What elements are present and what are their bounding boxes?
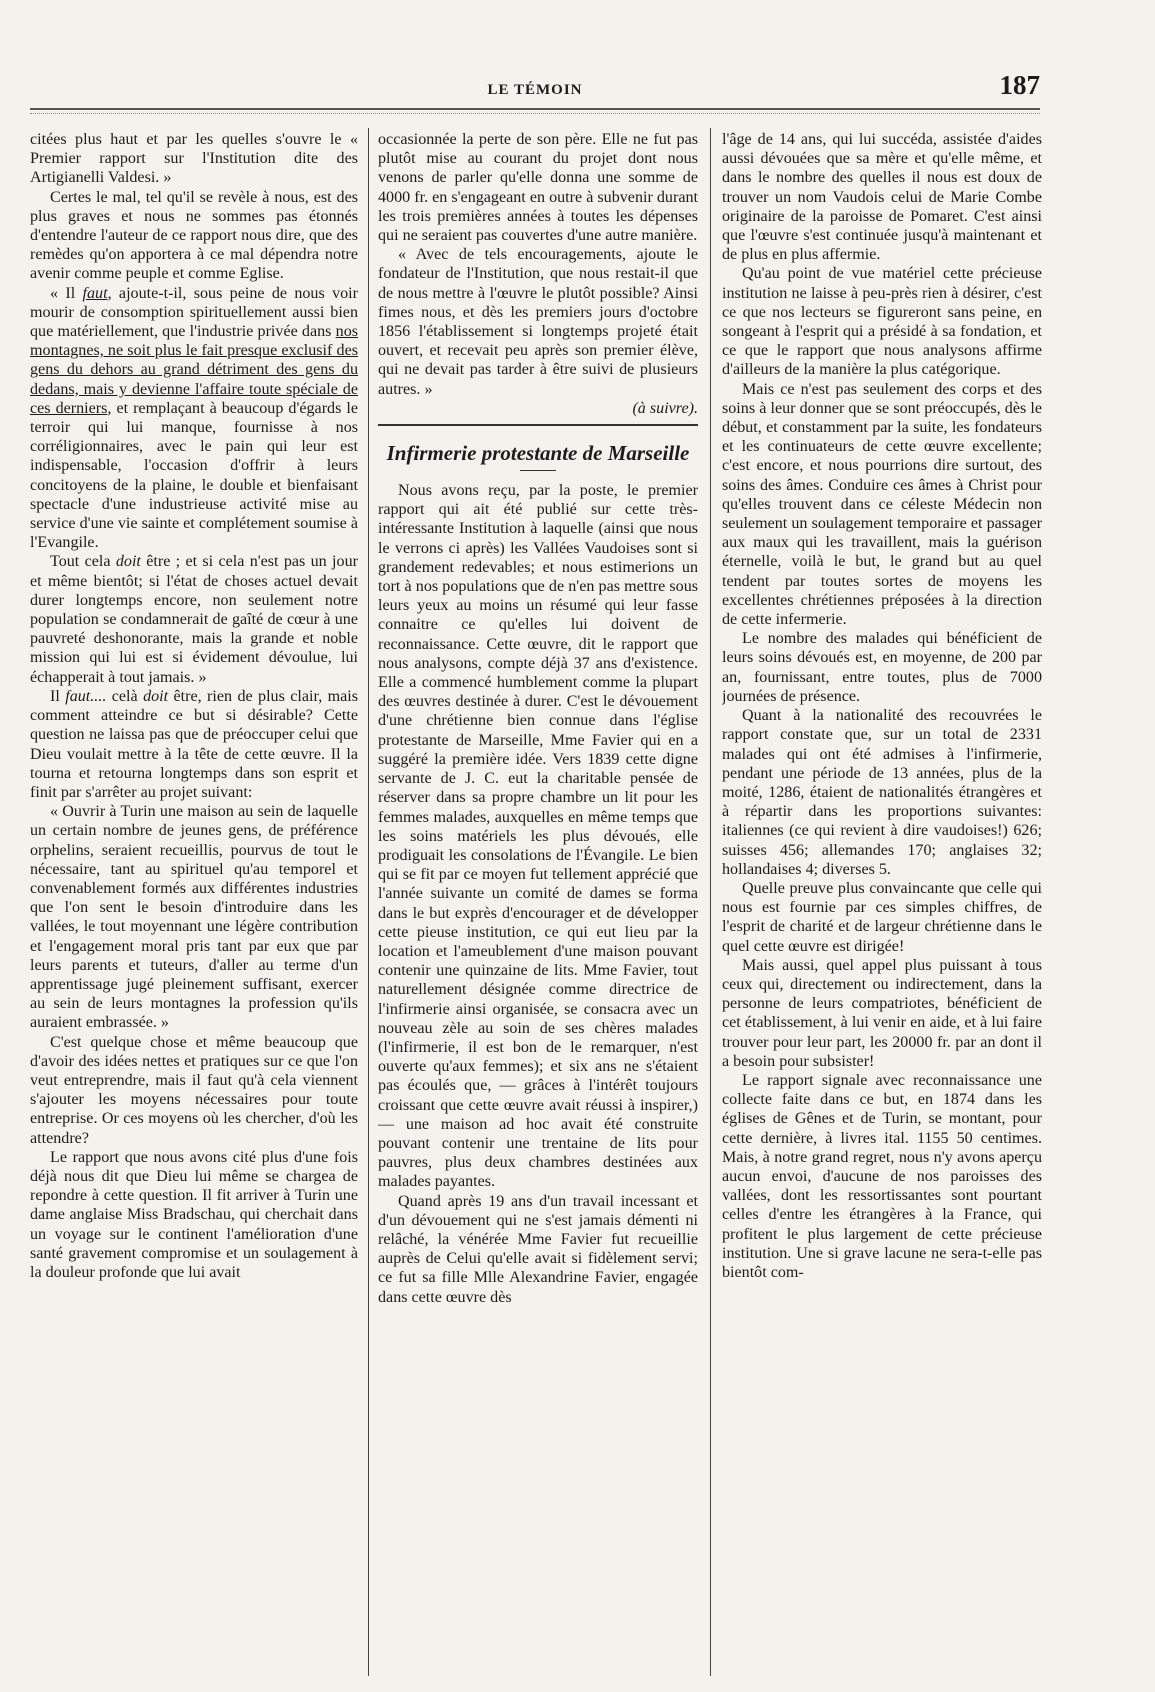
text-run: Tout cela	[50, 553, 116, 571]
paragraph: citées plus haut et par les quelles s'ouvre le « Premier rapport sur l'Institution dite des Artigianelli Valdesi. »	[30, 131, 358, 187]
article-title: Infirmerie protestante de Marseille	[386, 441, 690, 466]
emphasis: faut....	[65, 687, 107, 705]
header-rule	[30, 108, 1040, 114]
paragraph: « Ouvrir à Turin une maison au sein de laquelle un certain nombre de jeunes gens, de préférence orphelins, seraient recueillis, pourvus de tout le nécessaire, tant au spirituel qu'au temporel et convenablement formés aux différentes industries que l'on sent le besoin d'introduire dans les vallées, le tout moyennant une légère contribution et l'engagement moral pris tant par eux que par leurs parents et tuteurs, d'aller au terme d'un apprentissage jugé pleinement suffisant, exercer au sein de leurs montagnes la profession qu'ils auraient embrassée. »	[30, 803, 358, 1032]
emphasis: faut	[82, 284, 108, 302]
text-run: « Il	[50, 284, 83, 302]
paragraph: Nous avons reçu, par la poste, le premier rapport qui ait été publié sur cette très-intéressante Institution à laquelle (ainsi que nous le verrons ci après) les Vallées Vaudoises sont si grandement redevables; et nous estimerions un tort à nos populations que de n'en pas mettre sous leurs yeux au moins un résumé qui leur fasse connaitre ce qu'elles lui doivent de reconnaissance. Cette œuvre, dit le rapport que nous analysons, compte déjà 37 ans d'existence. Elle a commencé humblement comme la plupart des œuvres destinée à durer. C'est le dévouement d'une chrétienne bien connue dans l'église protestante de Marseille, Mme Favier qui en a suggéré la première idée. Vers 1839 cette digne servante de J. C. eut la charitable pensée de réserver dans sa propre chambre un lit pour les femmes malades, auxquelles en même temps que les soins matériels les plus dévoués, elle prodiguait les consolations de l'Évangile. Le bien qui se fit par ce moyen fut tellement apprécié que l'année suivante un comité de dames se forma dans le but exprès d'encourager et de développer cette pieuse institution, ce qui eut lieu par la location et l'ameublement d'une maison pouvant contenir une quinzaine de lits. Mme Favier, tout naturellement désignée comme directrice de l'infirmerie ainsi organisée, se consacra avec un nouveau zèle au soin de ses chères malades (l'infirmerie, il est bon de le remarquer, n'est ouverte qu'aux femmes); et six ans ne s'étaient pas écoulés que, — grâces à l'intérêt toujours croissant que cette œuvre avait réussi à inspirer,) — une maison ad hoc avait été construite pouvant contenir une trentaine de lits pour pauvres, plus deux chambres destinées aux malades payantes.	[378, 482, 698, 1191]
paragraph: Le nombre des malades qui bénéficient de leurs soins dévoués est, en moyenne, de 200 par an, fournissant, entre toutes, plus de 7000 journées de présence.	[722, 630, 1042, 705]
underlined-passage: nos montagnes, ne soit plus le fait presque exclusif des gens du dehors au grand détriment des gens du dedans, mais y devienne l'affaire toute spéciale de ces derniers	[30, 323, 358, 417]
running-title: LE TÉMOIN	[487, 82, 583, 98]
column-2	[378, 130, 698, 1675]
paragraph: l'âge de 14 ans, qui lui succéda, assistée d'aides aussi dévouées que sa mère et qu'elle même, et dans le nombre des quelles il nous est doux de trouver un nom Vaudois celui de Marie Combe originaire de la paroisse de Pomaret. C'est ainsi que l'œuvre s'est continuée jusqu'à maintenant et de plus en plus affermie.	[722, 131, 1042, 264]
paragraph: Certes le mal, tel qu'il se revèle à nous, est des plus graves et nous ne sommes pas étonnés d'entendre l'auteur de ce rapport nous dire, que des remèdes qu'on apportera à ce mal dépendra notre avenir comme peuple et comme Eglise.	[30, 188, 358, 283]
text-run: Il	[50, 687, 66, 705]
paragraph: Quant à la nationalité des recouvrées le rapport constate que, sur un total de 2331 malades qui ont été admises à l'infirmerie, pendant une période de 13 années, plus de la moité, 1286, étaient de nationalités étrangères et à répartir dans les proportions suivantes: italiennes (ce qui revient à dire vaudoises!) 626; suisses 456; allemandes 170; anglaises 32; hollandaises 4; diverses 5.	[722, 707, 1042, 878]
paragraph: Mais ce n'est pas seulement des corps et des soins à leur donner que se sont préoccupés, dès le début, et constamment par la suite, les fondateurs et les continuateurs de cette œuvre excellente; c'est encore, et nous pourrions dire surtout, des soins des âmes. Conduire ces âmes à Christ pour qu'elles trouvent dans ce céleste Médecin non seulement un soulagement temporaire et passager aux maux qui les travaillent, mais la guérison éternelle, voilà le but, le grand but au quel tendent par toutes sortes de moyens les excellentes chrétiennes préposées à la direction de cette infermerie.	[722, 380, 1042, 629]
paragraph: « Avec de tels encouragements, ajoute le fondateur de l'Institution, que nous restait-il que de nous mettre à l'œuvre le plutôt possible? Ainsi fimes nous, et dès les premiers jours d'octobre 1856 l'établissement si longtemps projeté était ouvert, et recevait peu après son premier élève, qui ne devait pas tarder à être suivi de plusieurs autres. »	[378, 246, 698, 398]
page-number: 187	[999, 70, 1040, 100]
column-divider	[710, 128, 711, 1676]
paragraph: Mais aussi, quel appel plus puissant à tous ceux qui, directement ou indirectement, dans la personne de leurs compatriotes, bénéficient de cet établissement, à lui venir en aide, et à lui faire trouver pour leur part, les 20000 fr. par an dont il a besoin pour subsister!	[722, 956, 1042, 1070]
title-rule	[520, 470, 556, 471]
emphasis: doit	[143, 687, 169, 705]
paragraph: Quand après 19 ans d'un travail incessant et d'un dévouement qui ne s'est jamais démenti ni relâché, la vénérée Mme Favier fut recueillie auprès de Celui qu'elle avait si fidèlement servi; ce fut sa fille Mlle Alexandrine Favier, engagée dans cette œuvre dès	[378, 1192, 698, 1306]
text-run: être ; et si cela n'est pas un jour et même bientôt; si l'état de choses actuel devait durer longtemps encore, non seulement notre population se condamnerait de gaîté de cœur à une pauvreté deshonorante, mais la grande et noble mission qui lui est si évidement dévoulue, lui échapperait à tout jamais. »	[30, 553, 358, 686]
column-divider	[368, 128, 369, 1676]
text-run: , ajoute-t-il, sous peine de nous voir mourir de consomption spirituellement aussi bien que matériellement, que l'industrie privée dans	[30, 284, 358, 341]
paragraph	[30, 284, 358, 553]
paragraph: C'est quelque chose et même beaucoup que d'avoir des idées nettes et pratiques sur ce que l'on veut entreprendre, mais il faut qu'à cela viennent s'ajouter les moyens nécessaires pour toute entreprise. Or ces moyens où les chercher, d'où les attendre?	[30, 1033, 358, 1147]
column-1	[30, 130, 358, 1675]
paragraph	[30, 552, 358, 686]
section-rule	[378, 424, 698, 426]
emphasis: doit	[115, 553, 141, 571]
paragraph: occasionnée la perte de son père. Elle ne fut pas plutôt mise au courant du projet dont nous venons de parler qu'elle donna une somme de 4000 fr. en s'engageant en outre à subvenir durant les trois premières années à toutes les dépenses qui ne seraient pas couvertes d'une autre manière.	[378, 131, 698, 245]
to-be-continued-note	[378, 399, 698, 418]
column-3	[722, 130, 1042, 1675]
paragraph	[30, 687, 358, 802]
text-run: celà	[106, 687, 144, 705]
text-run: , et remplaçant à beaucoup d'égards le terroir qui lui manque, fournisse à nos corréligionnaires, avec le pain qui leur est indispensable, l'occasion d'offrir à leurs concitoyens de la plaine, le double et bienfaisant spectacle d'une industrieuse activité mise au service d'une vie sainte et complétement soumise à l'Evangile.	[30, 399, 358, 552]
to-be-continued-text: (à suivre).	[632, 399, 698, 417]
paragraph: Quelle preuve plus convaincante que celle qui nous est fournie par ces simples chiffres, de l'esprit de charité et de largeur chrétienne dans le quel cette œuvre est dirigée!	[722, 879, 1042, 955]
paragraph: Le rapport signale avec reconnaissance une collecte faite dans ce but, en 1874 dans les églises de Gênes et de Turin, se montant, pour cette dernière, à livres ital. 1155 50 centimes. Mais, à notre grand regret, nous n'y avons aperçu aucun envoi, d'aucune de nos paroisses des vallées, dont les ressortissantes sont pourtant celles d'entre les étrangères à la France, qui profitent le plus largement de cette précieuse institution. Une si grave lacune ne sera-t-elle pas bientôt com-	[722, 1071, 1042, 1281]
paragraph: Le rapport que nous avons cité plus d'une fois déjà nous dit que Dieu lui même se chargea de repondre à cette question. Il fit arriver à Turin une dame anglaise Miss Bradschau, qui cherchait dans un voyage sur le continent l'amélioration d'une santé gravement compromise et un soulagement à la douleur profonde que lui avait	[30, 1148, 358, 1281]
page-header	[30, 70, 1040, 110]
paragraph: Qu'au point de vue matériel cette précieuse institution ne laisse à peu-près rien à désirer, c'est ce que nos lecteurs se figureront sans peine, en songeant à l'esprit qui a présidé à sa fondation, et ce que le rapport que nous analysons affirme d'ailleurs de la manière la plus catégorique.	[722, 265, 1042, 379]
text-run: être, rien de plus clair, mais comment atteindre ce but si désirable? Cette question ne laissa pas que de préoccuper celui que Dieu voulait mettre à la tête de cette œuvre. Il la tourna et retourna longtemps dans son esprit et finit par s'arrêter au projet suivant:	[30, 687, 358, 801]
